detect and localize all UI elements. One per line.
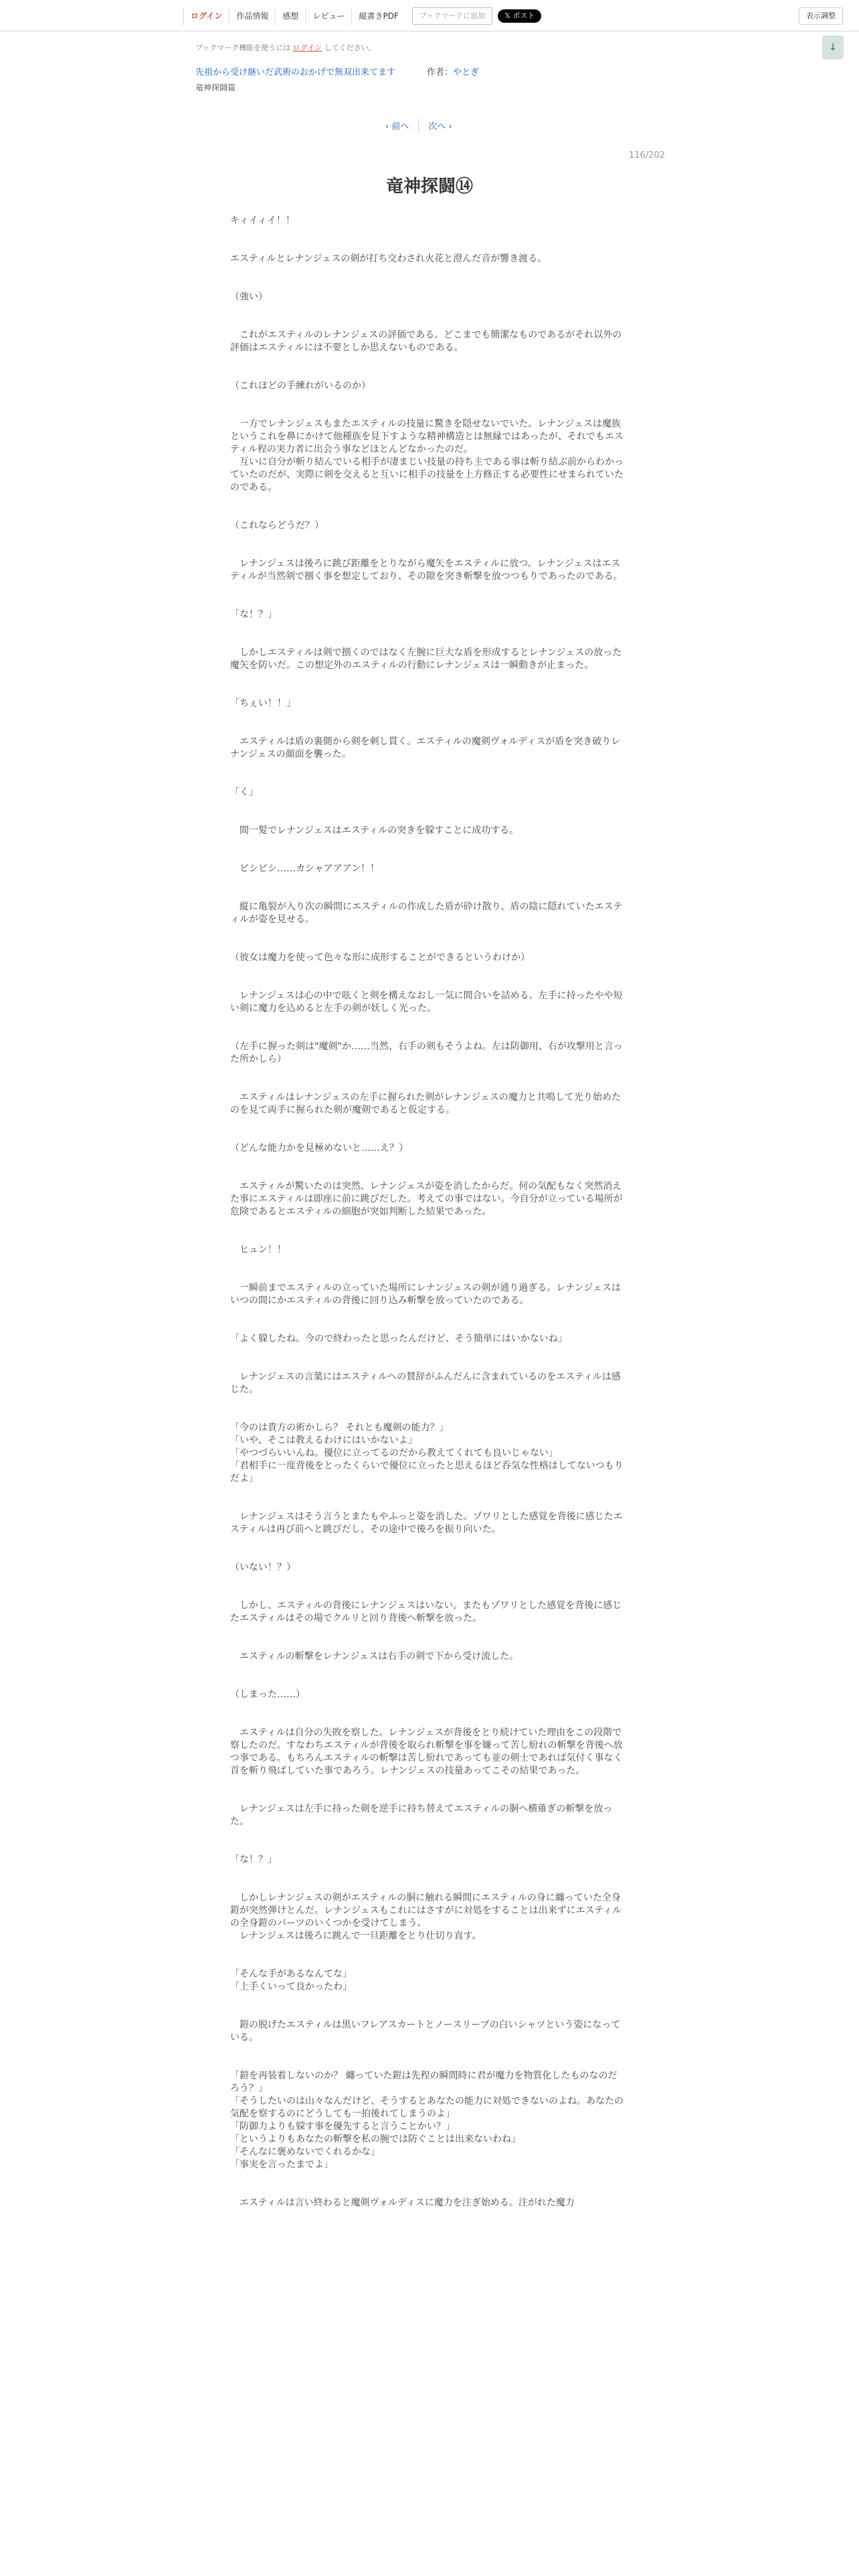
nav-impressions[interactable]: 感想: [275, 7, 305, 25]
notice-prefix: ブックマーク機能を使うには: [195, 43, 293, 52]
series-title-link[interactable]: 先祖から受け継いだ武術のおかげで無双出来てます: [195, 68, 396, 78]
novel-paragraph: エスティルはレナンジェスの左手に握られた剣がレナンジェスの魔力と共鳴して光り始めたのを見て両手に握られた剣が魔剣であると仮定する。: [230, 1092, 621, 1115]
x-post-button[interactable]: 𝕏 ポスト: [498, 9, 541, 23]
novel-paragraph: （しまった……）: [230, 1689, 305, 1700]
novel-paragraph: エスティルが驚いたのは突然、レナンジェスが姿を消したからだ。何の気配もなく突然消えた事にエスティルは即座に前に跳びだした。考えての事ではない。今自分が立っている場所が危険であるとエスティルの細胞が突如判断した結果であった。: [230, 1181, 623, 1217]
paragraph-spacer: [230, 1015, 625, 1041]
author-info: [427, 65, 479, 78]
notice-suffix: してください。: [322, 43, 376, 52]
paragraph-spacer: [230, 304, 625, 329]
novel-paragraph: レナンジェスの言葉にはエスティルへの賛辞がふんだんに含まれているのをエスティルは感じた。: [230, 1372, 621, 1395]
paragraph-spacer: [230, 926, 625, 952]
novel-paragraph: 「やつづらいいんね。優位に立ってるのだから教えてくれても良いじゃない」: [230, 1448, 558, 1459]
paragraph-spacer: [230, 964, 625, 990]
novel-paragraph: エスティルの斬撃をレナンジェスは右手の剣で下から受け流した。: [230, 1651, 519, 1662]
novel-paragraph: 「上手くいって良かったわ」: [230, 1981, 352, 1992]
novel-paragraph: （彼女は魔力を使って色々な形に成形することができるというわけか）: [230, 952, 530, 963]
novel-paragraph: ビシビシ……カシャアアアン！！: [230, 863, 380, 874]
paragraph-spacer: [230, 1625, 625, 1650]
novel-paragraph: 「というよりもあなたの斬撃を私の腕では防ぐことは出来ないわね」: [230, 2134, 520, 2145]
nav-novel-info[interactable]: 作品情報: [229, 7, 275, 25]
novel-paragraph: 「いや、そこは教えるわけにはいかないよ」: [230, 1435, 417, 1446]
novel-paragraph: キィイィイ！！: [230, 215, 296, 226]
paragraph-spacer: [230, 1155, 625, 1180]
prev-page-link[interactable]: ‹ 前へ: [385, 122, 409, 132]
paragraph-spacer: [230, 1485, 625, 1511]
novel-paragraph: 縦に亀裂が入り次の瞬間にエスティルの作成した盾が砕け散り、盾の陰に隠れていたエスティルが姿を見せる。: [230, 901, 623, 925]
chapter-group-title: 竜神探闘篇: [195, 83, 236, 92]
paragraph-spacer: [230, 583, 625, 609]
paragraph-spacer: [230, 710, 625, 736]
novel-paragraph: 「く」: [230, 787, 258, 798]
author-label: 作者：: [427, 68, 454, 78]
novel-paragraph: 「な！？」: [230, 1854, 277, 1865]
paragraph-spacer: [230, 532, 625, 558]
novel-paragraph: エスティルは言い終わると魔剣ヴォルディスに魔力を注ぎ始める。注がれた魔力: [230, 2197, 575, 2208]
novel-paragraph: 「君相手に一度背後をとったくらいで優位に立ったと思えるほど呑気な性格はしてないつもりだよ」: [230, 1461, 624, 1484]
novel-paragraph: レナンジェスは左手に持った剣を逆手に持ち替えてエスティルの胴へ横薙ぎの斬撃を放った。: [230, 1804, 613, 1827]
paragraph-spacer: [230, 1536, 625, 1562]
paragraph-spacer: [230, 1346, 625, 1371]
novel-body: [230, 215, 625, 2210]
novel-paragraph: 互いに自分が斬り結んでいる相手が凄まじい技量の持ち主である事は斬り結ぶ前からわかっていたのだが、実際に剣を交えると互いに相手の技量を上方修正する必要性にせまられていたのである。: [230, 457, 624, 493]
paragraph-spacer: [230, 1066, 625, 1091]
novel-paragraph: しかしレナンジェスの剣がエスティルの胴に触れる瞬間にエスティルの身に纏っていた全身鎧が突然弾けとんだ。レナンジェスもこれにはさすがに対処をすることは出来ずにエスティルの全身鎧のパーツのいくつかを受けてしまう。: [230, 1893, 622, 1929]
paragraph-spacer: [230, 1663, 625, 1689]
paragraph-spacer: [230, 1257, 625, 1282]
paragraph-spacer: [230, 1307, 625, 1333]
paragraph-spacer: [230, 1218, 625, 1244]
paragraph-spacer: [230, 2171, 625, 2197]
nav-review[interactable]: レビュー: [305, 7, 351, 25]
novel-paragraph: レナンジェスはそう言うとまたもやふっと姿を消した。ゾワリとした感覚を背後に感じたエスティルは再び前へと跳びだし、その途中で後ろを振り向いた。: [230, 1511, 623, 1535]
paragraph-spacer: [230, 1866, 625, 1892]
novel-paragraph: 「ちぇい！！」: [230, 698, 296, 709]
novel-paragraph: 「そんな手があるなんてな」: [230, 1969, 352, 1979]
paragraph-spacer: [230, 837, 625, 863]
novel-paragraph: エスティルは盾の裏側から剣を刺し貫く。エスティルの魔剣ヴォルディスが盾を突き破りレナンジェスの顔面を襲った。: [230, 736, 621, 760]
paragraph-spacer: [230, 621, 625, 647]
nav-vertical-pdf[interactable]: 縦書きPDF: [351, 7, 405, 25]
paragraph-spacer: [230, 354, 625, 380]
novel-paragraph: 一方でレナンジェスもまたエスティルの技量に驚きを隠せないでいた。レナンジェスは魔族というこれを鼻にかけて他種族を見下すような精神構造とは無縁ではあったが、それでもエスティル程の実力者に出会う事などほとんどなかったのだ。: [230, 419, 624, 455]
paragraph-spacer: [230, 1828, 625, 1854]
novel-paragraph: 「よく躱したね。今ので終わったと思ったんだけど、そう簡単にはいかないね」: [230, 1333, 567, 1344]
page-navigation: [385, 119, 452, 132]
next-page-link[interactable]: 次へ ›: [428, 122, 452, 132]
novel-paragraph: 「鎧を再装着しないのか？ 纏っていた鎧は先程の瞬間時に君が魔力を物質化したものなのだろう？」: [230, 2070, 617, 2094]
novel-paragraph: （いない！？）: [230, 1562, 296, 1573]
top-navigation-bar: [0, 0, 859, 31]
novel-paragraph: 「今のは貴方の術かしら？ それとも魔剣の能力？」: [230, 1422, 449, 1433]
novel-paragraph: レナンジェスは後ろに跳んで一旦距離をとり仕切り直す。: [230, 1931, 482, 1941]
scroll-down-icon[interactable]: ↓: [822, 35, 844, 60]
paragraph-spacer: [230, 1778, 625, 1803]
novel-paragraph: 「防御力よりも躱す事を優先すると言うことかい？」: [230, 2121, 455, 2132]
paragraph-spacer: [230, 672, 625, 697]
header-nav: [183, 7, 541, 25]
paragraph-spacer: [230, 393, 625, 418]
paragraph-spacer: [230, 2044, 625, 2070]
novel-paragraph: 「そうしたいのは山々なんだけど、そうするとあなたの能力に対処できないのよね。あなたの気配を察するのにどうしても一拍後れてしまうのよ」: [230, 2096, 624, 2119]
paragraph-spacer: [230, 265, 625, 291]
novel-paragraph: ヒュン！！: [230, 1245, 286, 1255]
paragraph-spacer: [230, 1117, 625, 1142]
novel-paragraph: （どんな能力かを見極めないと……え？）: [230, 1143, 408, 1154]
novel-paragraph: 間一髪でレナンジェスはエスティルの突きを躱すことに成功する。: [230, 825, 519, 836]
paragraph-spacer: [230, 1943, 625, 1968]
paragraph-spacer: [230, 761, 625, 786]
paragraph-spacer: [230, 494, 625, 520]
novel-paragraph: 「事実を言ったまでよ」: [230, 2159, 333, 2170]
novel-paragraph: レナンジェスは後ろに跳び距離をとりながら魔矢をエスティルに放つ。レナンジェスはエスティルが当然剣で捌く事を想定しており、その隙を突き斬撃を放つつもりであったのである。: [230, 558, 623, 582]
paragraph-spacer: [230, 1701, 625, 1727]
chapter-title: 竜神探闘⑭: [385, 177, 473, 197]
paragraph-spacer: [230, 227, 625, 253]
paragraph-spacer: [230, 1574, 625, 1600]
novel-paragraph: エスティルとレナンジェスの剣が打ち交わされ火花と澄んだ音が響き渡る。: [230, 253, 547, 264]
author-name-link[interactable]: やとぎ: [453, 68, 480, 78]
novel-paragraph: （左手に握った剣は"魔剣"か……当然、右手の剣もそうよね。左は防御用、右が攻撃用と言った所かしら）: [230, 1041, 623, 1065]
nav-login[interactable]: ログイン: [183, 7, 229, 25]
paragraph-spacer: [230, 1994, 625, 2019]
login-notice: [195, 42, 376, 53]
novel-paragraph: しかしエスティルは剣で捌くのではなく左腕に巨大な盾を形成するとレナンジェスの放った魔矢を防いだ。この想定外のエスティルの行動にレナンジェスは一瞬動きが止まった。: [230, 647, 622, 671]
novel-paragraph: （強い）: [230, 292, 268, 302]
pager-divider: [418, 119, 419, 131]
novel-paragraph: 一瞬前までエスティルの立っていた場所にレナンジェスの剣が通り過ぎる。レナンジェスはいつの間にかエスティルの背後に回り込み斬撃を放っていたのである。: [230, 1283, 621, 1306]
notice-login-link[interactable]: ログイン: [292, 43, 322, 52]
paragraph-spacer: [230, 875, 625, 901]
novel-paragraph: 「そんなに褒めないでくれるかな」: [230, 2147, 380, 2157]
novel-paragraph: 鎧の脱げたエスティルは黒いフレアスカートとノースリーブの白いシャツという姿になっている。: [230, 2020, 621, 2043]
novel-paragraph: レナンジェスは心の中で呟くと剣を構えなおし一気に間合いを詰める。左手に持ったやや短い剣に魔力を込めると左手の剣が妖しく光った。: [230, 990, 623, 1014]
novel-paragraph: エスティルは自分の失敗を察した。レナンジェスが背後をとり続けていた理由をこの段階で察したのだ。すなわちエスティルが背後を取られ斬撃を事を嫌って苦し紛れの斬撃を背後へ放つ事である。もちろんエスティルの斬撃は苦し紛れであっても並の剣士であれば気付く事なく首を斬り飛ばしていた事であろう。レナンジェスの技量あってこその結果であった。: [230, 1727, 623, 1776]
display-settings-button[interactable]: 表示調整: [799, 7, 843, 25]
add-bookmark-button[interactable]: ブックマークに追加: [412, 7, 492, 25]
novel-paragraph: （これならどうだ？）: [230, 520, 324, 531]
novel-paragraph: これがエスティルのレナンジェスの評価である。どこまでも簡潔なものであるがそれ以外の評価はエスティルには不要としか思えないものである。: [230, 330, 622, 353]
page-number: 116/202: [629, 150, 666, 160]
paragraph-spacer: [230, 1396, 625, 1422]
novel-paragraph: しかし、エスティルの背後にレナンジェスはいない。またもゾワリとした感覚を背後に感じたエスティルはその場でクルリと回り背後へ斬撃を放った。: [230, 1600, 622, 1624]
novel-paragraph: 「な！？」: [230, 609, 277, 620]
novel-paragraph: （これほどの手練れがいるのか）: [230, 381, 371, 391]
paragraph-spacer: [230, 799, 625, 825]
